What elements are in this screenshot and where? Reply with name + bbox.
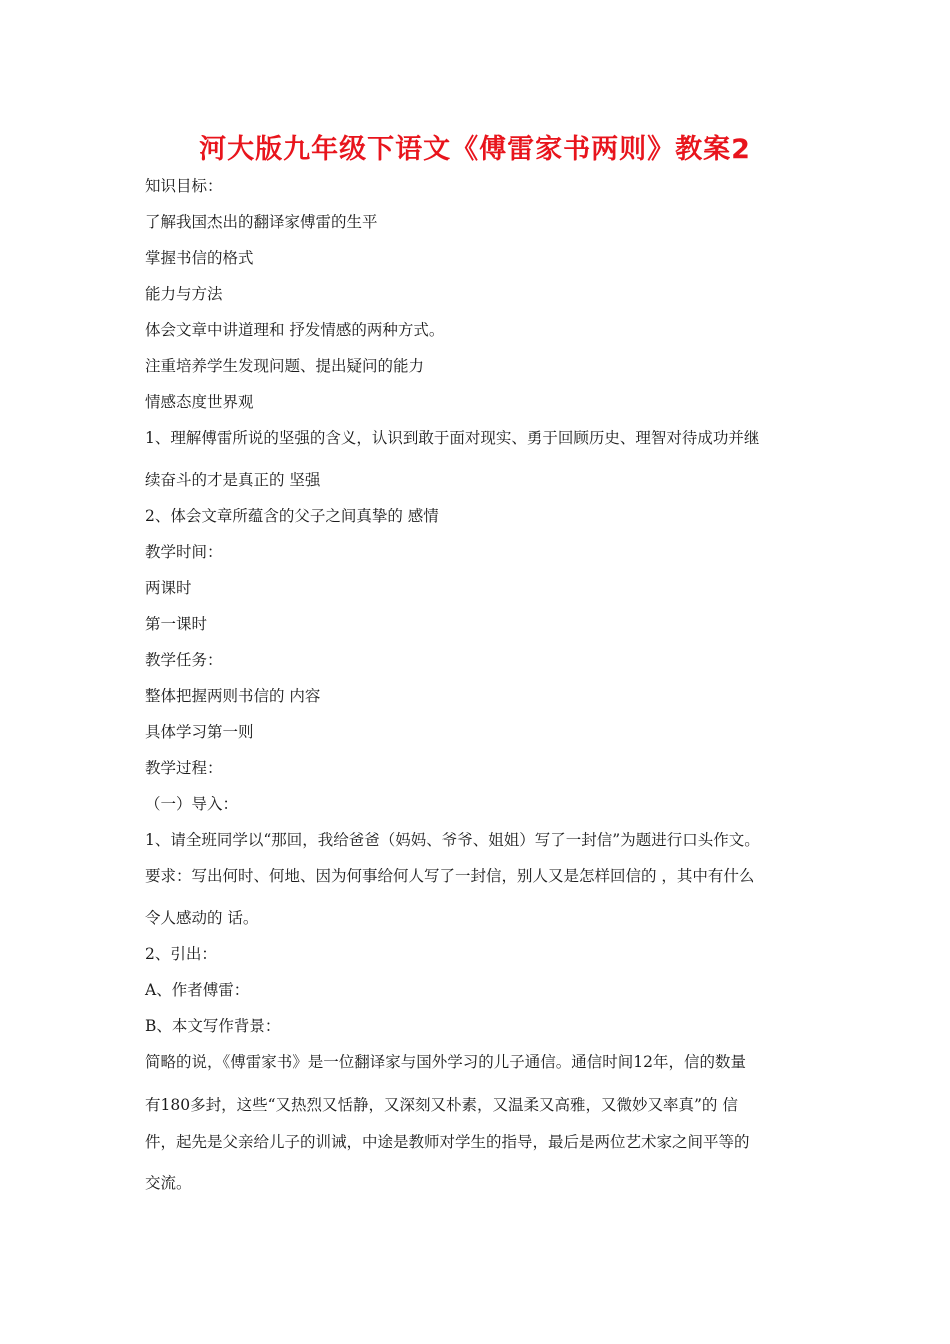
text-line-16: 具体学习第一则	[145, 723, 254, 741]
text-line-3: 掌握书信的格式	[145, 249, 254, 267]
document-title: 河大版九年级下语文《傅雷家书两则》教案2	[199, 134, 751, 165]
text-line-14: 教学任务：	[145, 651, 223, 669]
text-line-22: 2、引出：	[145, 945, 217, 963]
text-line-12: 两课时	[145, 579, 192, 597]
text-line-28: 交流。	[145, 1174, 192, 1192]
text-line-6: 注重培养学生发现问题、提出疑问的能力	[145, 357, 425, 375]
text-line-19: 1、请全班同学以“那回，我给爸爸（妈妈、爷爷、姐姐）写了一封信”为题进行口头作文。	[145, 831, 760, 849]
text-line-21: 令人感动的 话。	[145, 909, 259, 927]
text-line-23: A、作者傅雷：	[145, 981, 250, 999]
text-line-9: 续奋斗的才是真正的 坚强	[145, 471, 321, 489]
text-line-26: 有180多封，这些“又热烈又恬静，又深刻又朴素，又温柔又高雅，又微妙又率真”的 信	[145, 1096, 738, 1114]
text-line-15: 整体把握两则书信的 内容	[145, 687, 321, 705]
text-line-17: 教学过程：	[145, 759, 223, 777]
text-line-11: 教学时间：	[145, 543, 223, 561]
text-line-8: 1、理解傅雷所说的坚强的含义，认识到敢于面对现实、勇于回顾历史、理智对待成功并继	[145, 429, 760, 447]
text-line-24: B、本文写作背景：	[145, 1017, 281, 1035]
text-line-5: 体会文章中讲道理和 抒发情感的两种方式。	[145, 321, 445, 339]
text-line-25: 简略的说，《傅雷家书》是一位翻译家与国外学习的儿子通信。通信时间12年，信的数量	[145, 1053, 746, 1071]
text-line-10: 2、体会文章所蕴含的父子之间真挚的 感情	[145, 507, 439, 525]
text-line-18: （一）导入：	[145, 795, 239, 813]
text-line-20: 要求：写出何时、何地、因为何事给何人写了一封信，别人又是怎样回信的 ，其中有什么	[145, 867, 755, 885]
text-line-7: 情感态度世界观	[145, 393, 254, 411]
text-line-13: 第一课时	[145, 615, 208, 633]
text-line-4: 能力与方法	[145, 285, 223, 303]
text-line-27: 件，起先是父亲给儿子的训诫，中途是教师对学生的指导，最后是两位艺术家之间平等的	[145, 1133, 750, 1151]
text-line-2: 了解我国杰出的翻译家傅雷的生平	[145, 213, 378, 231]
text-line-1: 知识目标：	[145, 177, 223, 195]
